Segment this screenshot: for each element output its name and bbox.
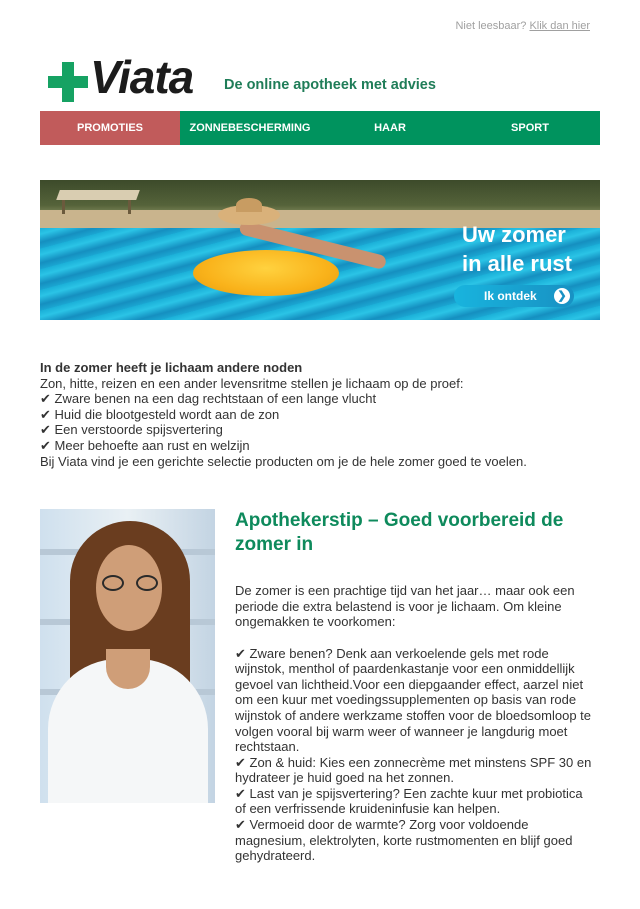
intro-closing: Bij Viata vind je een gerichte selectie producten om je de hele zomer goed te voelen. (40, 453, 527, 469)
intro-heading: In de zomer heeft je lichaam andere noden (40, 360, 303, 375)
nav-item-haar[interactable]: HAAR (320, 111, 460, 145)
banner-line-2: in alle rust (461, 251, 572, 276)
discover-button-label: Ik ontdek (484, 289, 537, 303)
not-readable-text: Niet leesbaar? (455, 20, 527, 32)
discover-button[interactable] (454, 285, 574, 307)
banner-headline (462, 220, 572, 278)
tip-text (235, 583, 595, 864)
summer-banner[interactable] (40, 180, 600, 320)
brand-logo[interactable]: Viata (90, 51, 194, 103)
pharmacist-photo (40, 509, 215, 803)
brand-header (40, 52, 600, 111)
nav-item-promoties[interactable]: PROMOTIES (40, 111, 180, 145)
intro-bullet: ✔ Zware benen na een dag rechtstaan of een lange vlucht (40, 391, 377, 407)
swim-ring-image (193, 250, 339, 296)
tip-title: Apothekerstip – Goed voorbereid de zomer in (235, 510, 564, 556)
sun-lounger-image (48, 184, 140, 214)
intro-section (40, 360, 600, 469)
view-online-bar (40, 0, 600, 52)
intro-bullet: ✔ Huid die blootgesteld wordt aan de zon (40, 406, 280, 422)
tip-content (235, 509, 595, 864)
tip-paragraph-legs: ✔ Zware benen? Denk aan verkoelende gels met rode wijnstok, menthol of paardenkastanje voor een onmiddellijk gevoel van lichtheid.Voor een diepgaander effect, aarzel niet om een kuur met voedingssupplementen op basis van rode wijnstok of andere werkzame stoffen voor de bloedsomloop te volgen vooral bij warm weer of wanneer je langdurig moet rechtstaan. (235, 645, 592, 755)
pharmacy-cross-icon (48, 62, 88, 102)
pharmacist-tip-section (40, 509, 600, 909)
brand-tagline: De online apotheek met advies (224, 77, 436, 93)
email-container (40, 0, 600, 909)
nav-item-sport[interactable]: SPORT (460, 111, 600, 145)
banner-line-1: Uw zomer (461, 222, 566, 247)
category-nav (40, 111, 600, 145)
intro-bullet: ✔ Meer behoefte aan rust en welzijn (40, 437, 250, 453)
nav-item-zonnebescherming[interactable]: ZONNEBESCHERMING (180, 111, 320, 145)
intro-bullet: ✔ Een verstoorde spijsvertering (40, 422, 223, 438)
sun-hat-crown (236, 198, 262, 212)
tip-intro: De zomer is een prachtige tijd van het jaar… maar ook een periode die extra belastend is voor je lichaam. Om kleine ongemakken te voorkomen: (235, 583, 575, 630)
arrow-right-icon: ❯ (554, 288, 570, 304)
tip-paragraph-digestion: ✔ Last van je spijsvertering? Een zachte kuur met probiotica of een verfrissende kruideninfusie kan helpen. (235, 785, 583, 817)
tip-paragraph-sun: ✔ Zon & huid: Kies een zonnecrème met minstens SPF 30 en hydrateer je huid goed na het zonnen. (235, 754, 592, 786)
view-online-link[interactable]: Klik dan hier (529, 20, 590, 32)
tip-paragraph-fatigue: ✔ Vermoeid door de warmte? Zorg voor voldoende magnesium, elektrolyten, korte rustmomenten en blijf goed gehydrateerd. (235, 817, 573, 864)
intro-lead: Zon, hitte, reizen en een ander levensritme stellen je lichaam op de proef: (40, 375, 464, 391)
